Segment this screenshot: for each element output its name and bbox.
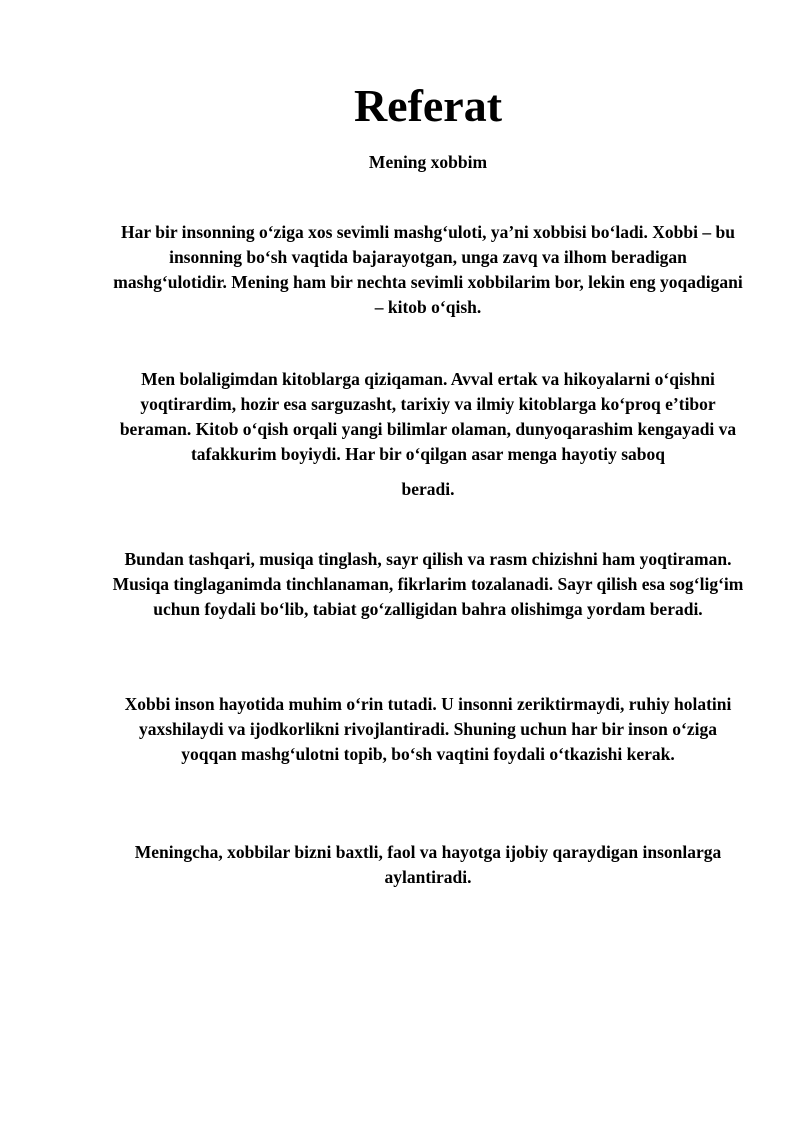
paragraph-importance: Xobbi inson hayotida muhim o‘rin tutadi. U insonni zeriktirmaydi, ruhiy holatini yaxshilaydi va ijodkorlikni rivojlantiradi. Shuning uchun har bir inson o‘ziga yoqqan mashg‘ulotni topib, bo‘sh vaqtini foydali o‘tkazishi kerak. [124,694,732,764]
paragraph-reading-tail: beradi. [401,479,455,499]
paragraph-conclusion: Meningcha, xobbilar bizni baxtli, faol va hayotga ijobiy qaraydigan insonlarga aylantiradi. [134,842,722,887]
paragraph-reading: Men bolaligimdan kitoblarga qiziqaman. Avval ertak va hikoyalarni o‘qishni yoqtirardim, hozir esa sarguzasht, tarixiy va ilmiy kitoblarga ko‘proq e’tibor beraman. Kitob o‘qish orqali yangi bilimlar olaman, dunyoqarashim kengayadi va tafakkurim boyiydi. Har bir o‘qilgan asar menga hayotiy saboq [119,369,737,464]
paragraph-other-hobbies: Bundan tashqari, musiqa tinglash, sayr qilish va rasm chizishni ham yoqtiraman. Musiqa tinglaganimda tinchlanaman, fikrlarim tozalanadi. Sayr qilish esa sog‘lig‘im uchun foydali bo‘lib, tabiat go‘zalligidan bahra olishimga yordam beradi. [112,549,744,619]
document-title: Referat [353,80,503,131]
paragraph-intro: Har bir insonning o‘ziga xos sevimli mashg‘uloti, ya’ni xobbisi bo‘ladi. Xobbi – bu insonning bo‘sh vaqtida bajarayotgan, unga zavq va ilhom beradigan mashg‘ulotidir. Mening ham bir nechta sevimli xobbilarim bor, lekin eng yoqadigani – kitob o‘qish. [113,222,743,317]
document-subtitle: Mening xobbim [368,152,488,172]
